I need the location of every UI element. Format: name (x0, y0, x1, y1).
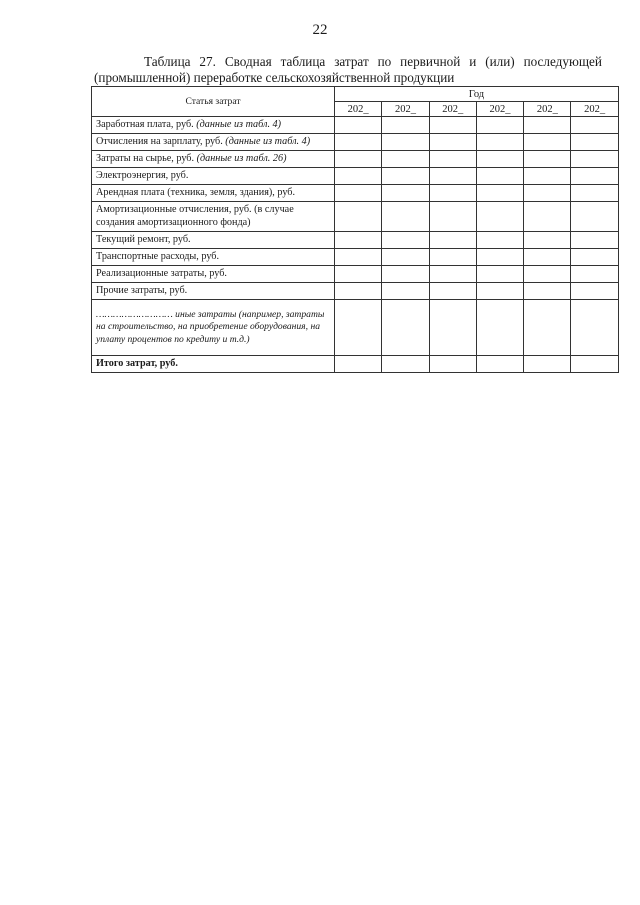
cost-item-note: (данные из табл. 4) (196, 118, 282, 130)
year-value-cell[interactable] (524, 151, 571, 168)
year-value-cell[interactable] (476, 151, 523, 168)
cost-item-text: Заработная плата, руб. (96, 118, 197, 130)
caption-word: затрат (334, 54, 369, 69)
table-caption-line-2: (промышленной) переработке сельскохозяйственной продукции (94, 70, 455, 85)
year-value-cell[interactable] (335, 300, 382, 356)
cost-item-label (92, 134, 335, 151)
year-value-cell[interactable] (382, 168, 429, 185)
year-value-cell[interactable] (382, 249, 429, 266)
caption-word: Сводная (224, 54, 272, 69)
year-value-cell[interactable] (476, 202, 523, 232)
year-value-cell[interactable] (476, 300, 523, 356)
year-value-cell[interactable] (335, 232, 382, 249)
year-header-cell: 202_ (429, 102, 476, 117)
year-value-cell[interactable] (382, 134, 429, 151)
year-value-cell[interactable] (335, 356, 382, 373)
year-value-cell[interactable] (571, 300, 618, 356)
cost-item-label (92, 356, 335, 373)
year-value-cell[interactable] (382, 300, 429, 356)
year-value-cell[interactable] (524, 266, 571, 283)
table-row (92, 185, 619, 202)
year-header-cell: 202_ (382, 102, 429, 117)
caption-word: последующей (523, 54, 602, 69)
year-value-cell[interactable] (429, 300, 476, 356)
table-caption-line-1 (94, 54, 602, 70)
year-value-cell[interactable] (382, 151, 429, 168)
table-caption (94, 54, 602, 86)
table-row (92, 356, 619, 373)
year-value-cell[interactable] (335, 134, 382, 151)
year-value-cell[interactable] (571, 134, 618, 151)
year-value-cell[interactable] (335, 266, 382, 283)
year-value-cell[interactable] (429, 168, 476, 185)
year-value-cell[interactable] (429, 283, 476, 300)
year-header-cell: 202_ (335, 102, 382, 117)
cost-item-text: Электроэнергия, руб. (96, 169, 189, 181)
cost-item-text: ……………………… иные затраты (например, затраты на строительство, на приобретение оборудования, на уплату процентов по кредиту и т.д.) (96, 308, 325, 345)
table-row (92, 232, 619, 249)
cost-summary-table (91, 86, 619, 373)
table-row (92, 202, 619, 232)
cost-item-text: Реализационные затраты, руб. (96, 267, 227, 279)
caption-word: 27. (199, 54, 216, 69)
table-row (92, 300, 619, 356)
caption-word: (или) (485, 54, 515, 69)
year-value-cell[interactable] (571, 232, 618, 249)
table-row (92, 249, 619, 266)
cost-item-label (92, 202, 335, 232)
cost-item-text: Арендная плата (техника, земля, здания), руб. (96, 186, 296, 198)
cost-item-label (92, 185, 335, 202)
year-value-cell[interactable] (335, 283, 382, 300)
cost-item-label (92, 168, 335, 185)
year-value-cell[interactable] (571, 283, 618, 300)
caption-word: и (469, 54, 477, 69)
year-value-cell[interactable] (571, 249, 618, 266)
caption-word: по (377, 54, 392, 69)
year-value-cell[interactable] (335, 185, 382, 202)
year-value-cell[interactable] (571, 202, 618, 232)
year-value-cell[interactable] (476, 185, 523, 202)
cost-item-text: Амортизационные отчисления, руб. (в случае создания амортизационного фонда) (96, 204, 294, 228)
year-value-cell[interactable] (382, 283, 429, 300)
year-value-cell[interactable] (335, 151, 382, 168)
year-value-cell[interactable] (382, 232, 429, 249)
year-value-cell[interactable] (429, 356, 476, 373)
year-value-cell[interactable] (524, 249, 571, 266)
year-value-cell[interactable] (571, 356, 618, 373)
table-row (92, 168, 619, 185)
year-value-cell[interactable] (476, 232, 523, 249)
caption-word: Таблица (144, 54, 191, 69)
year-value-cell[interactable] (524, 300, 571, 356)
year-value-cell[interactable] (571, 151, 618, 168)
table-row (92, 134, 619, 151)
year-value-cell[interactable] (476, 266, 523, 283)
table-header-row (92, 87, 619, 102)
year-group-header: Год (335, 87, 619, 102)
cost-item-text: Транспортные расходы, руб. (96, 250, 220, 262)
year-value-cell[interactable] (571, 168, 618, 185)
year-value-cell[interactable] (524, 356, 571, 373)
cost-item-text: Отчисления на зарплату, руб. (96, 135, 226, 147)
table-row (92, 266, 619, 283)
cost-item-label (92, 117, 335, 134)
year-header-cell: 202_ (571, 102, 618, 117)
caption-word: первичной (400, 54, 461, 69)
year-value-cell[interactable] (524, 117, 571, 134)
cost-item-label (92, 232, 335, 249)
cost-item-text: Прочие затраты, руб. (96, 284, 188, 296)
cost-item-header: Статья затрат (92, 87, 335, 117)
year-value-cell[interactable] (382, 117, 429, 134)
year-value-cell[interactable] (476, 117, 523, 134)
cost-item-label (92, 249, 335, 266)
year-value-cell[interactable] (476, 168, 523, 185)
cost-item-note: (данные из табл. 26) (196, 152, 287, 164)
year-value-cell[interactable] (382, 356, 429, 373)
year-value-cell[interactable] (476, 134, 523, 151)
year-value-cell[interactable] (524, 202, 571, 232)
year-value-cell[interactable] (382, 266, 429, 283)
year-value-cell[interactable] (429, 249, 476, 266)
year-value-cell[interactable] (476, 283, 523, 300)
year-value-cell[interactable] (382, 202, 429, 232)
cost-item-label (92, 300, 335, 356)
year-value-cell[interactable] (335, 249, 382, 266)
year-value-cell[interactable] (429, 185, 476, 202)
year-value-cell[interactable] (571, 117, 618, 134)
year-value-cell[interactable] (335, 202, 382, 232)
cost-item-text: Текущий ремонт, руб. (96, 233, 191, 245)
year-value-cell[interactable] (429, 202, 476, 232)
year-value-cell[interactable] (524, 232, 571, 249)
table-row (92, 117, 619, 134)
cost-item-note: (данные из табл. 4) (225, 135, 311, 147)
cost-item-label (92, 266, 335, 283)
cost-item-label (92, 283, 335, 300)
year-value-cell[interactable] (524, 283, 571, 300)
year-value-cell[interactable] (571, 185, 618, 202)
caption-word: таблица (280, 54, 326, 69)
year-value-cell[interactable] (335, 168, 382, 185)
year-value-cell[interactable] (524, 134, 571, 151)
year-value-cell[interactable] (335, 117, 382, 134)
year-value-cell[interactable] (429, 134, 476, 151)
year-value-cell[interactable] (429, 151, 476, 168)
year-value-cell[interactable] (524, 185, 571, 202)
page-number: 22 (312, 22, 328, 38)
cost-item-label (92, 151, 335, 168)
year-header-cell: 202_ (476, 102, 523, 117)
table-row (92, 151, 619, 168)
year-value-cell[interactable] (571, 266, 618, 283)
year-value-cell[interactable] (476, 249, 523, 266)
year-value-cell[interactable] (476, 356, 523, 373)
table-row (92, 283, 619, 300)
cost-item-text: Затраты на сырье, руб. (96, 152, 197, 164)
cost-item-text: Итого затрат, руб. (96, 357, 178, 369)
year-value-cell[interactable] (429, 232, 476, 249)
year-value-cell[interactable] (382, 185, 429, 202)
year-header-cell: 202_ (524, 102, 571, 117)
year-value-cell[interactable] (429, 117, 476, 134)
year-value-cell[interactable] (524, 168, 571, 185)
year-value-cell[interactable] (429, 266, 476, 283)
